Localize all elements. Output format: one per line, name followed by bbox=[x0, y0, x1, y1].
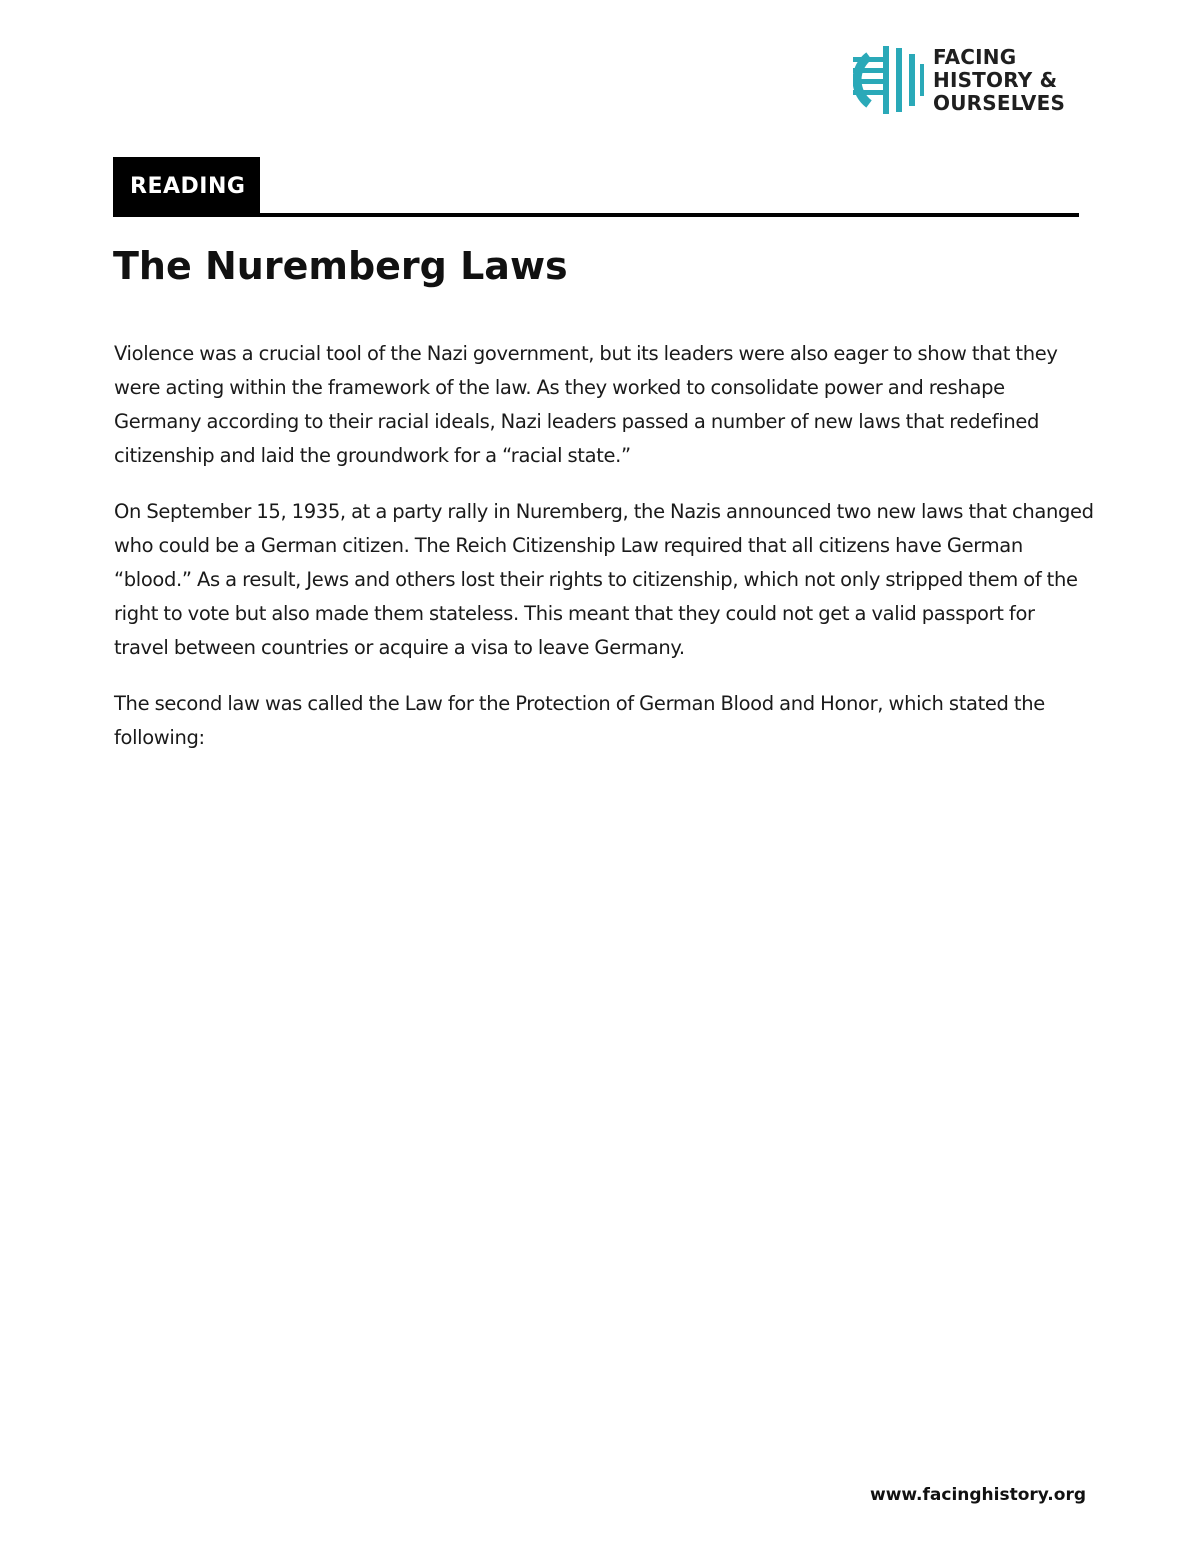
brand-logo bbox=[853, 44, 1093, 118]
body-paragraph: On September 15, 1935, at a party rally in Nuremberg, the Nazis announced two new laws that changed who could be a German citizen. The Reich Citizenship Law required that all citizens have German “blood.” As a result, Jews and others lost their rights to citizenship, which not only stripped them of the right to vote but also made them stateless. This meant that they could not get a valid passport for travel between countries or acquire a visa to leave Germany. bbox=[114, 500, 1094, 659]
footer-website-link[interactable]: www.facinghistory.org bbox=[870, 1485, 1086, 1505]
header-rule bbox=[113, 213, 1079, 217]
page-title: The Nuremberg Laws bbox=[113, 244, 568, 288]
logo-line-1: FACING bbox=[933, 45, 1017, 69]
logo-line-3: OURSELVES bbox=[933, 91, 1066, 115]
reading-label: READING bbox=[130, 174, 246, 199]
reading-body bbox=[114, 337, 1094, 777]
logo-line-2: HISTORY & bbox=[933, 68, 1058, 92]
body-paragraph: Violence was a crucial tool of the Nazi government, but its leaders were also eager to show that they were acting within the framework of the law. As they worked to consolidate power and reshape Germany according to their racial ideals, Nazi leaders passed a number of new laws that redefined citizenship and laid the groundwork for a “racial state.” bbox=[114, 342, 1058, 467]
logo-wordmark bbox=[933, 46, 1065, 115]
body-paragraph: The second law was called the Law for the Protection of German Blood and Honor, which stated the following: bbox=[114, 692, 1045, 749]
facing-history-logo-icon bbox=[853, 44, 925, 116]
reading-label-tab bbox=[113, 157, 260, 217]
